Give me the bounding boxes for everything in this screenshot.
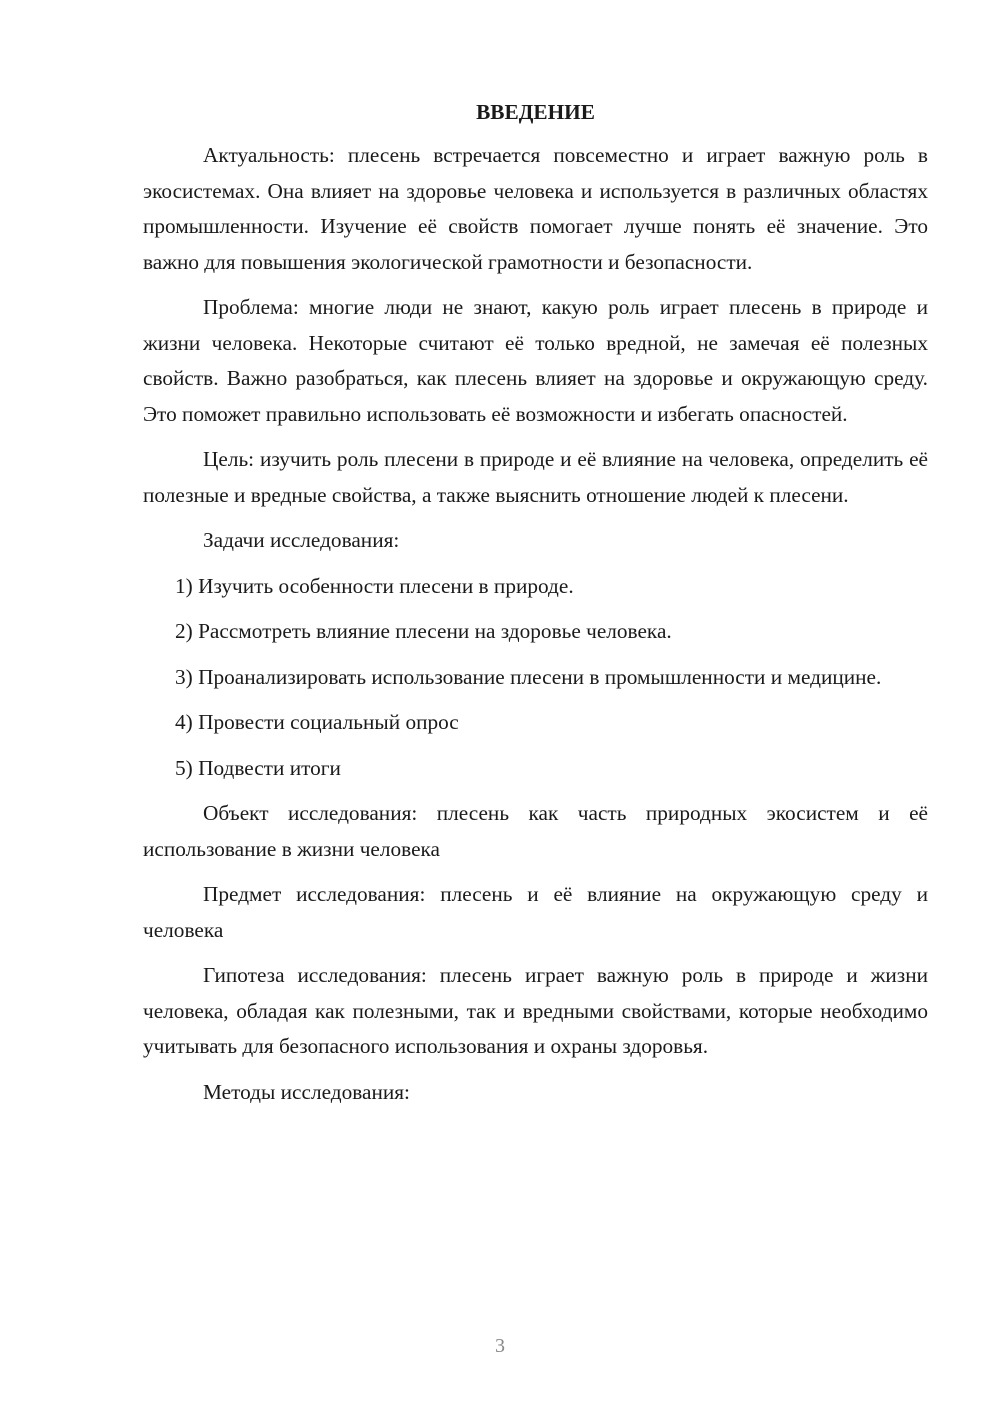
goal-paragraph: Цель: изучить роль плесени в природе и её влияние на человека, определить её полезные и вредные свойства, а также выяснить отношение людей к плесени.: [143, 447, 928, 507]
task-item-4: 4) Провести социальный опрос: [175, 710, 459, 734]
section-heading: ВВЕДЕНИЕ: [476, 100, 595, 124]
task-item-2: 2) Рассмотреть влияние плесени на здоровье человека.: [175, 619, 672, 643]
object-paragraph: Объект исследования: плесень как часть природных экосистем и её использование в жизни человека: [143, 801, 928, 861]
tasks-title: Задачи исследования:: [203, 528, 400, 552]
task-item-1: 1) Изучить особенности плесени в природе.: [175, 573, 574, 598]
task-item-3: 3) Проанализировать использование плесени в промышленности и медицине.: [175, 664, 882, 689]
methods-title: Методы исследования:: [203, 1079, 410, 1104]
page-content: [143, 96, 928, 1120]
hypothesis-paragraph: Гипотеза исследования: плесень играет важную роль в природе и жизни человека, обладая как полезными, так и вредными свойствами, которые необходимо учитывать для безопасного использования и охраны здоровья.: [143, 963, 928, 1058]
subject-paragraph: Предмет исследования: плесень и её влияние на окружающую среду и человека: [143, 882, 928, 942]
page-number: 3: [495, 1335, 505, 1357]
problem-paragraph: Проблема: многие люди не знают, какую роль играет плесень в природе и жизни человека. Некоторые считают её только вредной, не замечая её полезных свойств. Важно разобраться, как плесень влияет на здоровье и окружающую среду. Это поможет правильно использовать её возможности и избегать опасностей.: [143, 295, 928, 426]
relevance-paragraph: Актуальность: плесень встречается повсеместно и играет важную роль в экосистемах. Она влияет на здоровье человека и используется в различных областях промышленности. Изучение её свойств помогает лучше понять её значение. Это важно для повышения экологической грамотности и безопасности.: [143, 143, 928, 274]
task-item-5: 5) Подвести итоги: [175, 755, 341, 780]
